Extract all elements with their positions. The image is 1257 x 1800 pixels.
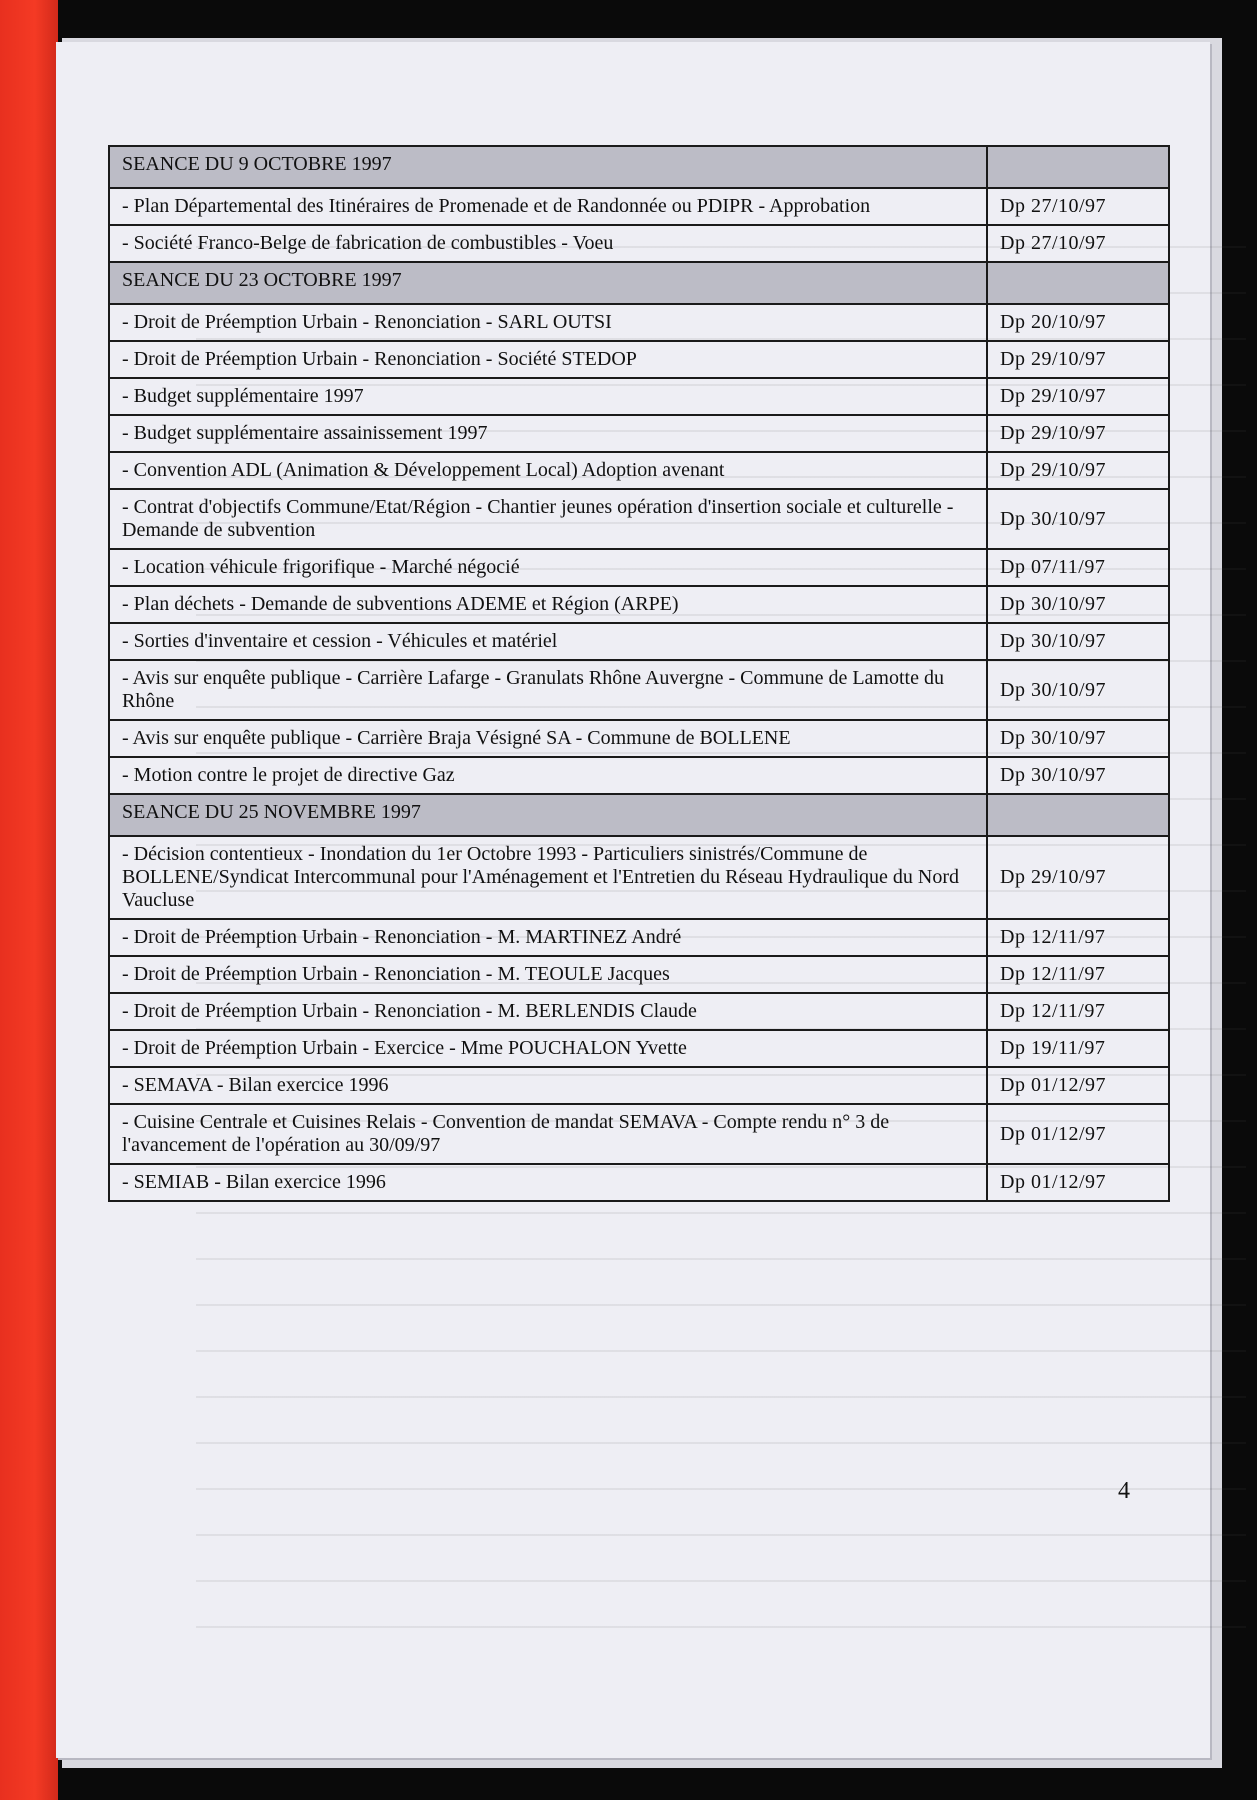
session-title: SEANCE DU 25 NOVEMBRE 1997 — [109, 794, 987, 836]
table-row — [109, 415, 1169, 452]
deliberation-reference: Dp 27/10/97 — [987, 188, 1169, 225]
deliberation-subject: - Droit de Préemption Urbain - Renonciation - M. TEOULE Jacques — [109, 956, 987, 993]
deliberation-reference: Dp 29/10/97 — [987, 415, 1169, 452]
deliberation-subject: - Droit de Préemption Urbain - Exercice - Mme POUCHALON Yvette — [109, 1030, 987, 1067]
session-header-blank — [987, 146, 1169, 188]
deliberation-subject: - SEMAVA - Bilan exercice 1996 — [109, 1067, 987, 1104]
deliberation-subject: - Décision contentieux - Inondation du 1er Octobre 1993 - Particuliers sinistrés/Commune de BOLLENE/Syndicat Intercommunal pour l'Aménagement et l'Entretien du Réseau Hydraulique du Nord Vaucluse — [109, 836, 987, 919]
table-row — [109, 586, 1169, 623]
deliberation-reference: Dp 01/12/97 — [987, 1164, 1169, 1201]
deliberation-reference: Dp 29/10/97 — [987, 452, 1169, 489]
deliberation-reference: Dp 19/11/97 — [987, 1030, 1169, 1067]
table-row — [109, 836, 1169, 919]
deliberations-table-body — [109, 146, 1169, 1201]
table-row — [109, 1067, 1169, 1104]
deliberation-subject: - Plan déchets - Demande de subventions ADEME et Région (ARPE) — [109, 586, 987, 623]
table-row — [109, 623, 1169, 660]
table-row — [109, 341, 1169, 378]
deliberation-reference: Dp 20/10/97 — [987, 304, 1169, 341]
session-header-row — [109, 262, 1169, 304]
table-row — [109, 452, 1169, 489]
deliberation-subject: - SEMIAB - Bilan exercice 1996 — [109, 1164, 987, 1201]
deliberation-subject: - Avis sur enquête publique - Carrière Braja Vésigné SA - Commune de BOLLENE — [109, 720, 987, 757]
deliberation-subject: - Motion contre le projet de directive Gaz — [109, 757, 987, 794]
table-row — [109, 1030, 1169, 1067]
table-row — [109, 660, 1169, 720]
table-row — [109, 304, 1169, 341]
table-row — [109, 1164, 1169, 1201]
session-title: SEANCE DU 9 OCTOBRE 1997 — [109, 146, 987, 188]
deliberation-subject: - Droit de Préemption Urbain - Renonciation - M. BERLENDIS Claude — [109, 993, 987, 1030]
deliberation-reference: Dp 29/10/97 — [987, 378, 1169, 415]
deliberation-reference: Dp 29/10/97 — [987, 836, 1169, 919]
deliberation-subject: - Avis sur enquête publique - Carrière Lafarge - Granulats Rhône Auvergne - Commune de Lamotte du Rhône — [109, 660, 987, 720]
deliberation-reference: Dp 12/11/97 — [987, 956, 1169, 993]
table-row — [109, 489, 1169, 549]
deliberation-reference: Dp 27/10/97 — [987, 225, 1169, 262]
deliberation-subject: - Droit de Préemption Urbain - Renonciation - SARL OUTSI — [109, 304, 987, 341]
session-title: SEANCE DU 23 OCTOBRE 1997 — [109, 262, 987, 304]
deliberation-reference: Dp 30/10/97 — [987, 660, 1169, 720]
deliberation-reference: Dp 29/10/97 — [987, 341, 1169, 378]
deliberation-subject: - Convention ADL (Animation & Développement Local) Adoption avenant — [109, 452, 987, 489]
deliberation-subject: - Plan Départemental des Itinéraires de Promenade et de Randonnée ou PDIPR - Approbation — [109, 188, 987, 225]
table-row — [109, 919, 1169, 956]
table-row — [109, 549, 1169, 586]
page-number: 4 — [1118, 1478, 1130, 1504]
table-row — [109, 378, 1169, 415]
table-row — [109, 720, 1169, 757]
deliberation-reference: Dp 30/10/97 — [987, 720, 1169, 757]
deliberation-reference: Dp 30/10/97 — [987, 623, 1169, 660]
session-header-blank — [987, 794, 1169, 836]
deliberation-reference: Dp 07/11/97 — [987, 549, 1169, 586]
table-row — [109, 993, 1169, 1030]
deliberation-subject: - Contrat d'objectifs Commune/Etat/Région - Chantier jeunes opération d'insertion sociale et culturelle - Demande de subvention — [109, 489, 987, 549]
deliberation-subject: - Location véhicule frigorifique - Marché négocié — [109, 549, 987, 586]
deliberation-subject: - Droit de Préemption Urbain - Renonciation - M. MARTINEZ André — [109, 919, 987, 956]
deliberation-reference: Dp 30/10/97 — [987, 586, 1169, 623]
deliberation-subject: - Droit de Préemption Urbain - Renonciation - Société STEDOP — [109, 341, 987, 378]
deliberation-reference: Dp 30/10/97 — [987, 757, 1169, 794]
deliberation-subject: - Cuisine Centrale et Cuisines Relais - Convention de mandat SEMAVA - Compte rendu n° 3 de l'avancement de l'opération au 30/09/97 — [109, 1104, 987, 1164]
table-row — [109, 1104, 1169, 1164]
deliberation-subject: - Budget supplémentaire assainissement 1997 — [109, 415, 987, 452]
deliberation-reference: Dp 12/11/97 — [987, 919, 1169, 956]
deliberation-reference: Dp 01/12/97 — [987, 1104, 1169, 1164]
deliberation-reference: Dp 12/11/97 — [987, 993, 1169, 1030]
binder-spine — [0, 0, 58, 1800]
deliberations-table — [108, 145, 1170, 1202]
session-header-row — [109, 146, 1169, 188]
deliberation-reference: Dp 01/12/97 — [987, 1067, 1169, 1104]
deliberation-reference: Dp 30/10/97 — [987, 489, 1169, 549]
table-row — [109, 757, 1169, 794]
session-header-blank — [987, 262, 1169, 304]
deliberation-subject: - Budget supplémentaire 1997 — [109, 378, 987, 415]
table-row — [109, 956, 1169, 993]
table-row — [109, 225, 1169, 262]
session-header-row — [109, 794, 1169, 836]
deliberation-subject: - Société Franco-Belge de fabrication de combustibles - Voeu — [109, 225, 987, 262]
table-row — [109, 188, 1169, 225]
deliberation-subject: - Sorties d'inventaire et cession - Véhicules et matériel — [109, 623, 987, 660]
